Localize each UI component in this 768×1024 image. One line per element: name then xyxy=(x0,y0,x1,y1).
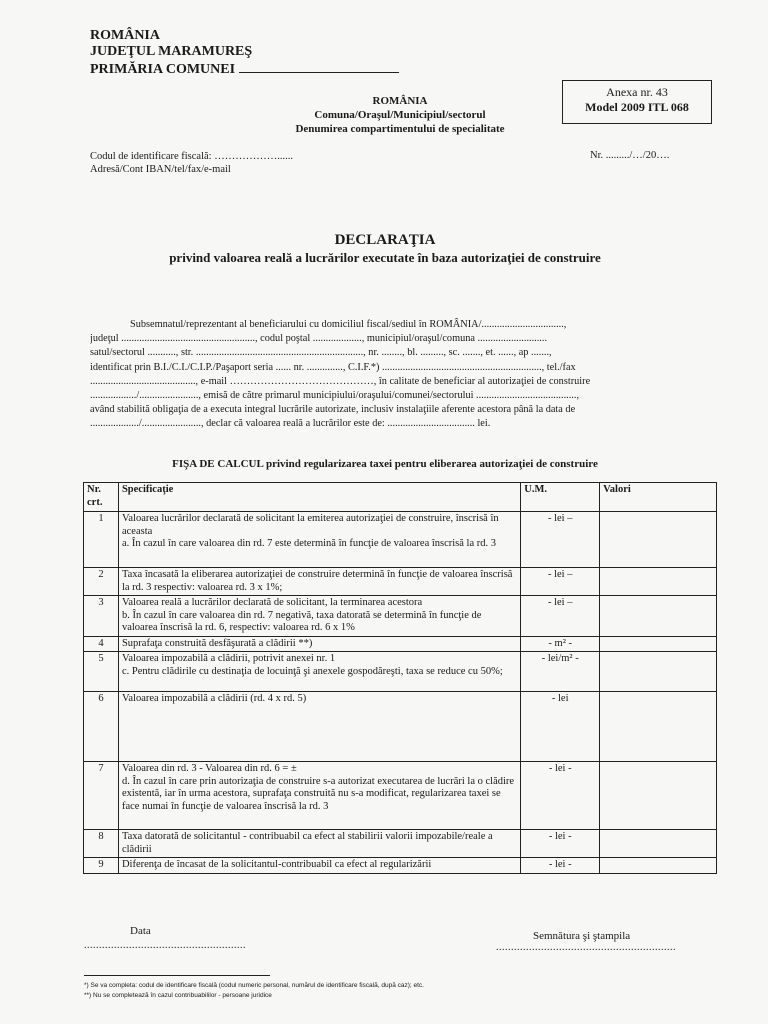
row-value[interactable] xyxy=(600,512,717,568)
declaration-body xyxy=(90,318,720,432)
table-row xyxy=(84,512,717,568)
row-um: - lei – xyxy=(521,596,600,637)
annex-box xyxy=(562,80,712,124)
row-spec: Suprafaţa construită desfăşurată a clădirii **) xyxy=(118,636,520,652)
date-field[interactable]: ...................................................... xyxy=(84,940,246,951)
col-header-values: Valori xyxy=(600,483,717,512)
county-label: JUDEŢUL MARAMUREŞ xyxy=(90,44,253,59)
row-nr: 3 xyxy=(84,596,119,637)
table-header-row xyxy=(84,483,717,512)
row-um: - lei – xyxy=(521,512,600,568)
commune-blank xyxy=(239,60,399,73)
table-row xyxy=(84,636,717,652)
row-value[interactable] xyxy=(600,568,717,596)
col-header-spec: Specificaţie xyxy=(118,483,520,512)
document-title: DECLARAŢIA xyxy=(334,232,436,248)
row-spec: Valoarea din rd. 3 - Valoarea din rd. 6 = ± d. În cazul în care prin autorizaţia de construire s-a autorizat executarea de lucrări la o clădire existentă, iar în urma acestora, suprafaţa construită nu s-a modificat, regularizarea taxei se face numai în funcţie de valoarea înscrisă la rd. 3 xyxy=(118,762,520,830)
issuer-header xyxy=(90,28,399,78)
date-label: Data xyxy=(130,925,151,937)
table-row xyxy=(84,830,717,858)
row-spec: Diferenţa de încasat de la solicitantul-contribuabil ca efect al regularizării xyxy=(118,858,520,874)
col-header-um: U.M. xyxy=(521,483,600,512)
row-spec: Valoarea impozabilă a clădirii (rd. 4 x rd. 5) xyxy=(118,692,520,762)
row-nr: 2 xyxy=(84,568,119,596)
col-header-nr: Nr. crt. xyxy=(84,483,119,512)
row-spec: Valoarea impozabilă a clădirii, potrivit anexei nr. 1 c. Pentru clădirile cu destinaţia de locuinţă şi anexele gospodăreşti, taxa se reduce cu 50%; xyxy=(118,652,520,692)
annex-model: Model 2009 ITL 068 xyxy=(585,100,689,114)
table-row xyxy=(84,568,717,596)
body-line: judeţul ...................................................., codul poştal ..................., municipiul/oraşul/comuna ........................... xyxy=(90,333,548,345)
registration-number: Nr. ........./…/20…. xyxy=(590,150,670,161)
row-nr: 9 xyxy=(84,858,119,874)
row-value[interactable] xyxy=(600,830,717,858)
row-um: - lei - xyxy=(521,830,600,858)
body-line: ........................................., e-mail ……………………………………, în calitate de beneficiar al autorizaţiei de construire xyxy=(90,375,591,387)
row-um: - lei - xyxy=(521,858,600,874)
body-line: identificat prin B.I./C.I./C.I.P./Paşaport seria ...... nr. .............., C.I.F.*) .............................................................., tel./fax xyxy=(90,361,576,373)
row-um: - lei xyxy=(521,692,600,762)
row-value[interactable] xyxy=(600,858,717,874)
row-value[interactable] xyxy=(600,762,717,830)
table-row xyxy=(84,762,717,830)
row-spec: Valoarea reală a lucrărilor declarată de solicitant, la terminarea acestora b. În cazul în care valoarea din rd. 7 negativă, taxa datorată se determină în funcţie de valoarea înscrisă la rd. 6, respectiv: valoarea rd. 6 x 1% xyxy=(118,596,520,637)
row-nr: 7 xyxy=(84,762,119,830)
body-line: ................../......................., emisă de către primarul municipiului/oraşului/comunei/sectorului ......................................., xyxy=(90,390,580,402)
row-um: - lei – xyxy=(521,568,600,596)
row-nr: 6 xyxy=(84,692,119,762)
row-spec: Taxa datorată de solicitantul - contribuabil ca efect al stabilirii valorii impozabile/reale a clădirii xyxy=(118,830,520,858)
signature-field[interactable]: ............................................................ xyxy=(496,942,676,953)
table-row xyxy=(84,652,717,692)
row-value[interactable] xyxy=(600,652,717,692)
row-um: - lei - xyxy=(521,762,600,830)
table-row xyxy=(84,692,717,762)
footnote-divider xyxy=(84,975,270,976)
document-subtitle: privind valoarea reală a lucrărilor executate în baza autorizaţiei de construire xyxy=(169,250,601,265)
table-row xyxy=(84,858,717,874)
country-label: ROMÂNIA xyxy=(90,28,160,43)
annex-number: Anexa nr. 43 xyxy=(606,85,668,99)
row-nr: 5 xyxy=(84,652,119,692)
body-line: Subsemnatul/reprezentant al beneficiarului cu domiciliul fiscal/sediul în ROMÂNIA/................................, xyxy=(130,319,567,330)
row-spec: Taxa încasată la eliberarea autorizaţiei de construire determină în funcţie de valoarea înscrisă la rd. 3 respectiv: valoarea rd. 3 x 1%; xyxy=(118,568,520,596)
fiscal-code-line: Codul de identificare fiscală: ………………...... xyxy=(90,151,293,162)
commune-label: PRIMĂRIA COMUNEI xyxy=(90,60,399,78)
footnote-1: *) Se va completa: codul de identificare fiscală (codul numeric personal, numărul de identificare fiscală, după caz); etc. xyxy=(84,982,424,989)
calculation-table xyxy=(83,482,717,874)
center-country: ROMÂNIA xyxy=(372,95,428,107)
row-value[interactable] xyxy=(600,692,717,762)
body-line: având stabilită obligaţia de a executa integral lucrările autorizate, inclusiv instalaţiile aferente acestora până la data de xyxy=(90,404,576,416)
fiscal-info xyxy=(90,150,293,176)
row-um: - lei/m² - xyxy=(521,652,600,692)
row-nr: 4 xyxy=(84,636,119,652)
body-line: .................../......................., declar că valoarea reală a lucrărilor este de: .................................. lei. xyxy=(90,418,491,430)
row-value[interactable] xyxy=(600,636,717,652)
row-value[interactable] xyxy=(600,596,717,637)
row-spec: Valoarea lucrărilor declarată de solicitant la emiterea autorizaţiei de construire, înscrisă în aceasta a. În cazul în care valoarea din rd. 7 este determină în funcţie de valoarea înscrisă la rd. 3 xyxy=(118,512,520,568)
row-nr: 8 xyxy=(84,830,119,858)
address-line: Adresă/Cont IBAN/tel/fax/e-mail xyxy=(90,164,231,175)
body-line: satul/sectorul ..........., str. ................................................................., nr. ........, bl. ........., sc. ......., et. ......, ap ......., xyxy=(90,347,552,359)
center-header xyxy=(250,94,550,136)
row-nr: 1 xyxy=(84,512,119,568)
center-department: Denumirea compartimentului de specialitate xyxy=(295,123,505,135)
calculation-sheet-title: FIŞA DE CALCUL privind regularizarea taxei pentru eliberarea autorizaţiei de construire xyxy=(172,458,598,470)
table-row xyxy=(84,596,717,637)
footnote-2: **) Nu se completează în cazul contribuabililor - persoane juridice xyxy=(84,992,272,999)
row-um: - m² - xyxy=(521,636,600,652)
center-locality: Comuna/Oraşul/Municipiul/sectorul xyxy=(314,109,486,121)
signature-label: Semnătura şi ştampila xyxy=(533,930,631,942)
